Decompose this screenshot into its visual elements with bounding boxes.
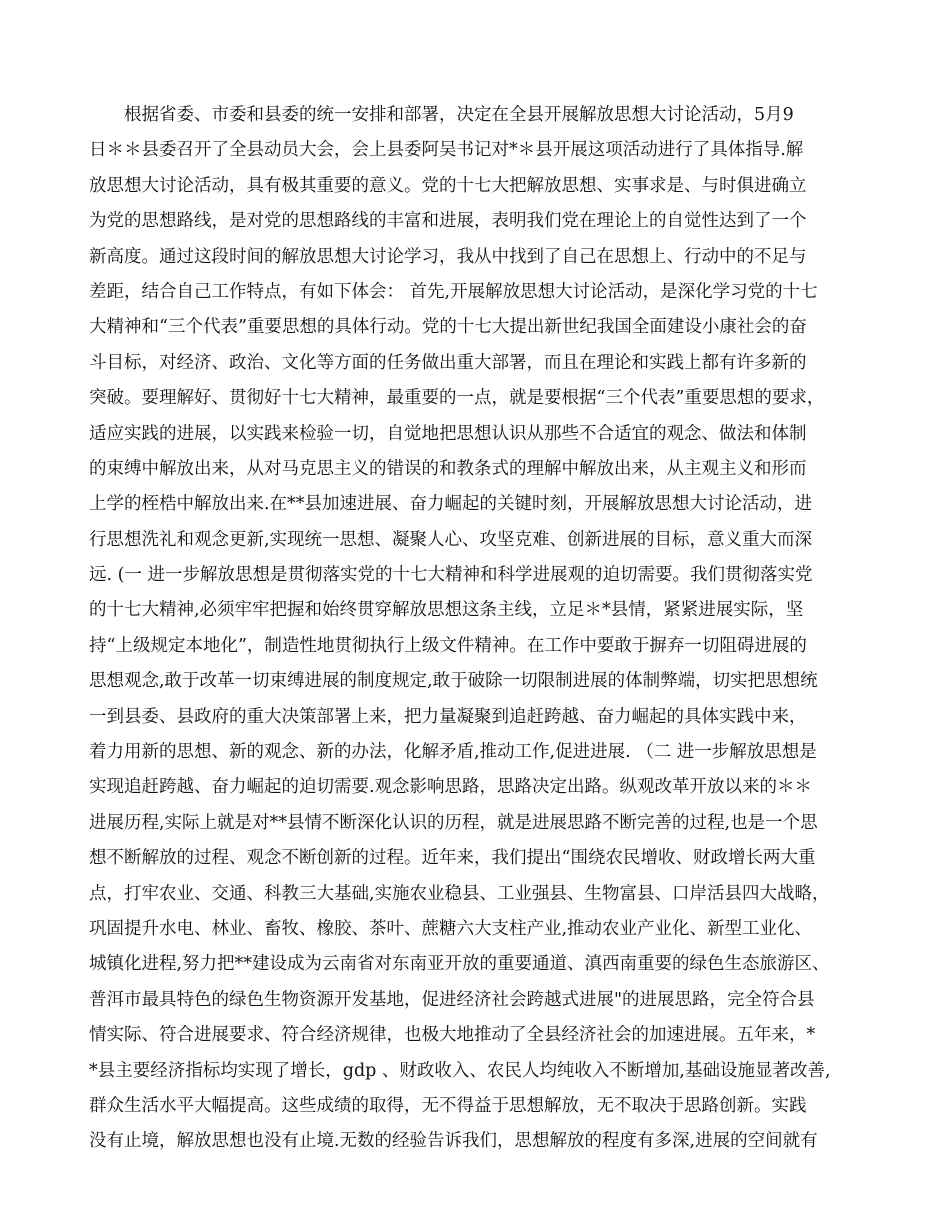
text-line-25: 城镇化进程,努力把**建设成为云南省对东南亚开放的重要通道、滇西南重要的绿色生态旅游区、 <box>89 954 830 975</box>
text-line-20: 实现追赶跨越、奋力崛起的迫切需要.观念影响思路，思路决定出路。纵观改革开放以来的＊＊ <box>89 777 813 798</box>
text-line-13: 行思想洗礼和观念更新,实现统一思想、凝聚人心、攻坚克难、创新进展的目标，意义重大而深 <box>89 529 813 550</box>
text-line-11: 的束缚中解放出来，从对马克思主义的错误的和教条式的理解中解放出来，从主观主义和形而 <box>89 458 807 479</box>
text-line-9: 突破。要理解好、贯彻好十七大精神，最重要的一点，就是要根据“三个代表”重要思想的要求， <box>89 388 825 409</box>
text-line-16: 持“上级规定本地化”，制造性地贯彻执行上级文件精神。在工作中要敢于摒弃一切阻碍进展的 <box>89 635 807 656</box>
text-line-5: 新高度。通过这段时间的解放思想大讨论学习，我从中找到了自己在思想上、行动中的不足与 <box>89 246 807 267</box>
text-line-8: 斗目标，对经济、政治、文化等方面的任务做出重大部署，而且在理论和实践上都有许多新的 <box>89 352 807 373</box>
text-line-12: 上学的桎梏中解放出来.在**县加速进展、奋力崛起的关键时刻，开展解放思想大讨论活动，进 <box>89 494 813 515</box>
text-line-22: 想不断解放的过程、观念不断创新的过程。近年来，我们提出“围绕农民增收、财政增长两大重 <box>89 848 816 869</box>
text-line-27: 情实际、符合进展要求、符合经济规律，也极大地推动了全县经济社会的加速进展。五年来，* <box>89 1025 816 1046</box>
text-line-19: 着力用新的思想、新的观念、新的办法，化解矛盾,推动工作,促进进展. （二 进一步解放思想是 <box>89 742 817 763</box>
text-line-28: *县主要经济指标均实现了增长，gdp 、财政收入、农民人均纯收入不断增加,基础设施显著改善, <box>89 1060 831 1081</box>
text-line-29: 群众生活水平大幅提高。这些成绩的取得，无不得益于思想解放，无不取决于思路创新。实践 <box>89 1095 807 1116</box>
text-line-1: 根据省委、市委和县委的统一安排和部署，决定在全县开展解放思想大讨论活动，5月9 <box>89 105 794 125</box>
text-line-21: 进展历程,实际上就是对**县情不断深化认识的历程，就是进展思路不断完善的过程,也是一个思 <box>89 812 818 833</box>
text-line-26: 普洱市最具特色的绿色生物资源开发基地，促进经济社会跨越式进展"的进展思路，完全符合县 <box>89 989 815 1010</box>
text-line-10: 适应实践的进展，以实践来检验一切，自觉地把思想认识从那些不合适宜的观念、做法和体制 <box>89 423 807 444</box>
text-line-24: 巩固提升水电、林业、畜牧、橡胶、茶叶、蔗糖六大支柱产业,推动农业产业化、新型工业化、 <box>89 918 813 939</box>
text-line-18: 一到县委、县政府的重大决策部署上来，把力量凝聚到追赶跨越、奋力崛起的具体实践中来， <box>89 706 807 727</box>
text-line-23: 点，打牢农业、交通、科教三大基础,实施农业稳县、工业强县、生物富县、口岸活县四大战略， <box>89 883 830 904</box>
text-line-7: 大精神和“三个代表”重要思想的具体行动。党的十七大提出新世纪我国全面建设小康社会的奋 <box>89 317 807 338</box>
text-line-6: 差距，结合自己工作特点，有如下体会： 首先,开展解放思想大讨论活动，是深化学习党的十七 <box>89 281 818 302</box>
text-line-17: 思想观念,敢于改革一切束缚进展的制度规定,敢于破除一切限制进展的体制弊端，切实把思想统 <box>89 671 818 692</box>
text-line-14: 远. (一 进一步解放思想是贯彻落实党的十七大精神和科学进展观的迫切需要。我们贯彻落实党 <box>89 565 813 586</box>
text-line-15: 的十七大精神,必须牢牢把握和始终贯穿解放思想这条主线，立足＊*县情，紧紧进展实际，坚 <box>89 600 804 621</box>
text-line-2: 日＊＊县委召开了全县动员大会，会上县委阿吴书记对*＊县开展这项活动进行了具体指导.解 <box>89 140 804 161</box>
body-text <box>89 98 869 1160</box>
text-line-3: 放思想大讨论活动，具有极其重要的意义。党的十七大把解放思想、实事求是、与时俱进确立 <box>89 175 807 196</box>
text-line-30: 没有止境，解放思想也没有止境.无数的经验告诉我们，思想解放的程度有多深,进展的空间就有 <box>89 1131 818 1152</box>
text-line-4: 为党的思想路线，是对党的思想路线的丰富和进展，表明我们党在理论上的自觉性达到了一个 <box>89 211 807 232</box>
